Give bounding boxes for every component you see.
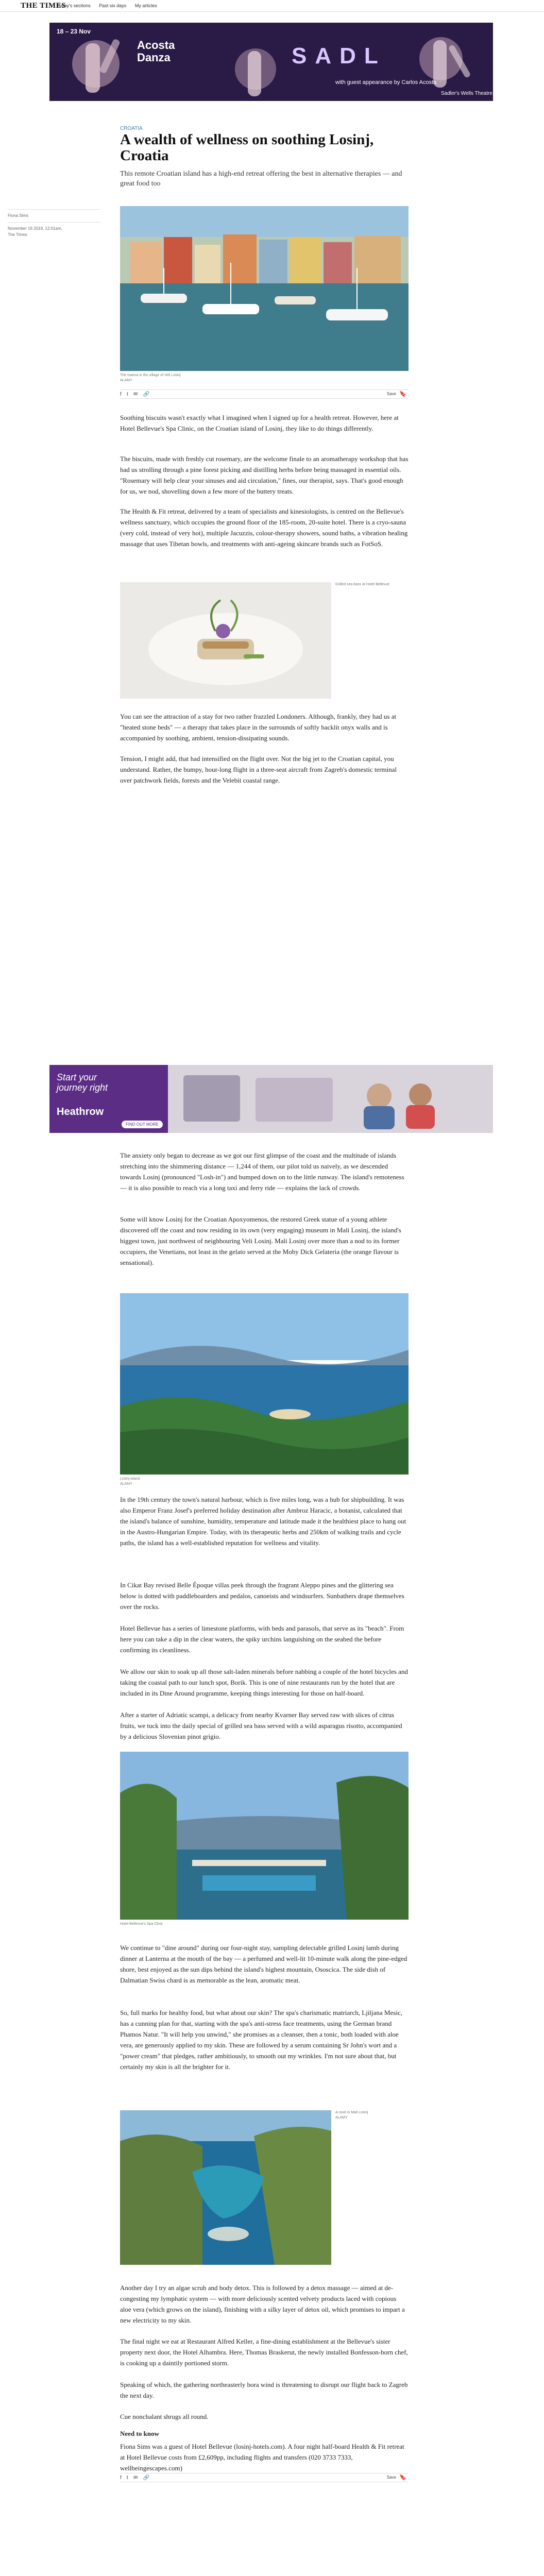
publication-name: The Times: [8, 232, 27, 237]
heathrow-advert-tagline: Start your journey right: [57, 1072, 108, 1093]
paragraph-14: So, full marks for healthy food, but what about our skin? The spa's charismatic matriarch, Ljiljana Mesic, has a cunning plan for that, starting with the spa's anti-stress face treatments, using the German brand Phamos Natur. "It will help you unwind," she promises as a cleanser, then a tonic, both loaded with aloe vera, are generously applied to my skin. These are followed by a serum containing Sr John's wort and a "power cream" that pledges, rather ambitiously, to smooth out my wrinkles. I'm not sure about that, but certainly my skin is all the brighter for it.: [120, 2009, 402, 2071]
advert-venue: Sadler's Wells Theatre: [441, 91, 492, 96]
nav-past-six-days[interactable]: Past six days: [99, 3, 127, 8]
nav-my-articles[interactable]: My articles: [134, 3, 157, 8]
advert-banner-heathrow[interactable]: [49, 1065, 493, 1133]
link-icon[interactable]: 🔗: [143, 392, 150, 397]
bookmark-icon[interactable]: 🔖: [399, 391, 406, 397]
inline-photo-sea-bass: [120, 582, 331, 699]
section-kicker[interactable]: CROATIA: [120, 126, 143, 131]
advert-banner-top[interactable]: [49, 23, 493, 101]
inline-photo-sea-bass-caption: Grilled sea bass at Hotel Bellevue: [335, 583, 390, 586]
hero-photo-marina: [120, 206, 409, 371]
paragraph-6: The anxiety only began to decrease as we got our first glimpse of the coast and the multitude of islands stretching into the shimmering distance — 1,244 of them, our pilot told us naively, as we descended towards Losinj (pronounced "Losh-in") and bumped down on to the little runway. The island's remoteness — it is also possible to reach via a long taxi and ferry ride — explains the lack of crowds.: [120, 1151, 404, 1192]
advert-dates: 18 – 23 Nov: [57, 28, 91, 35]
paragraph-4: You can see the attraction of a stay for two rather frazzled Londoners. Although, frankly, they had us at "heated stone beds" — a therapy that takes place in the surrounds of softly backlit onyx walls and is accompanied by soothing, ambient, tension-dissipating sounds.: [120, 713, 397, 742]
photo-spa-clinic: [120, 1752, 409, 1920]
heathrow-logo: Heathrow: [57, 1106, 104, 1117]
photo-spa-clinic-caption: Hotel Bellevue's Spa Clinic: [120, 1922, 163, 1926]
advert-subline: with guest appearance by Carlos Acosta: [335, 79, 437, 86]
email-icon[interactable]: ✉: [133, 2475, 138, 2481]
bookmark-icon[interactable]: 🔖: [399, 2475, 406, 2481]
link-icon[interactable]: 🔗: [143, 2475, 150, 2481]
paragraph-10: Hotel Bellevue has a series of limestone platforms, with beds and parasols, that serve as its "beach". From here you can take a dip in the clear waters, the spiky urchins languishing on the seabed the before confirming its cleanliness.: [120, 1624, 404, 1654]
times-logo[interactable]: THE TIMES: [21, 2, 66, 10]
publish-date: November 16 2019, 12:01am,: [8, 226, 62, 231]
save-button[interactable]: Save: [386, 2475, 396, 2480]
share-bar-top: [120, 389, 409, 399]
inline-photo-cove: [120, 2110, 331, 2265]
nav-todays-sections[interactable]: Today's sections: [57, 3, 91, 8]
paragraph-16: The final night we eat at Restaurant Alfred Keller, a fine-dining establishment at the Bellevue's sister property next door, the Hotel Alhambra. Here, Thomas Braskerut, the newly installed Bonfesson-born chef, is cooking up a daintily portioned storm.: [120, 2337, 408, 2367]
paragraph-3: The Health & Fit retreat, delivered by a team of specialists and kinesiologists, is centred on the Bellevue's wellness sanctuary, which occupies the ground floor of the 185-room, 20-suite hotel. There is a cryo-sauna (very cold, instead of very hot), multiple Jacuzzis, colour-therapy showers, sound baths, a vibration healing massage that uses Tibetan bowls, and treatments with anti-ageing skincare brands such as FotSoS.: [120, 507, 408, 548]
paragraph-18: Cue nonchalant shrugs all round.: [120, 2413, 209, 2420]
paragraph-7: Some will know Losinj for the Croatian Apoxyomenos, the restored Greek statue of a young athlete discovered off the coast and now residing in its own (very engaging) museum in Mali Losinj, the island's biggest town, just northwest of neighbouring Veli Losinj. Mali Losinj over more than a nod to its former occupiers, the Venetians, not least in the gelato served at the Moby Dick Gelateria (the orange flavour is sensational).: [120, 1215, 401, 1266]
paragraph-17: Speaking of which, the gathering northeasterly bora wind is threatening to disrupt our flight back to Zagreb the next day.: [120, 2381, 408, 2399]
twitter-icon[interactable]: t: [127, 392, 128, 397]
facebook-icon[interactable]: f: [120, 392, 122, 397]
facebook-icon[interactable]: f: [120, 2475, 122, 2481]
paragraph-11: We allow our skin to soak up all those salt-laden minerals before nabbing a couple of the hotel bicycles and taking the coastal path to our lunch spot, Borik. This is one of nine restaurants run by the hotel that are included in its Dine Around programme, keeping things interesting for those on half-board.: [120, 1668, 408, 1697]
save-button[interactable]: Save: [386, 392, 396, 396]
top-navigation-bar: [0, 0, 544, 12]
advert-background-art: [49, 23, 493, 101]
article-headline: A wealth of wellness on soothing Losinj, Croatia: [120, 131, 374, 164]
paragraph-1: Soothing biscuits wasn't exactly what I imagined when I signed up for a health retreat. However, here at Hotel Bellevue's Spa Clinic, on the Croatian island of Losinj, they like to do things differently.: [120, 414, 399, 432]
advert-letters: SADL: [292, 43, 386, 69]
author-name[interactable]: Fiona Sims: [8, 213, 29, 218]
article-byline: [8, 206, 100, 238]
article-standfirst: This remote Croatian island has a high-end retreat offering the best in alternative therapies — and great food too: [120, 170, 402, 188]
twitter-icon[interactable]: t: [127, 2475, 128, 2481]
paragraph-15: Another day I try an algae scrub and body detox. This is followed by a detox massage — aimed at de-congesting my lymphatic system — with more deliciously scented velvety products laced with copious aloe vera (which grows on the island), finishing with a silky layer of detox oil, which promises to impart a new electricity to my skin.: [120, 2284, 405, 2324]
need-to-know-heading: Need to know: [120, 2430, 159, 2437]
email-icon[interactable]: ✉: [133, 392, 138, 397]
paragraph-5: Tension, I might add, that had intensified on the flight over. Not the big jet to the Croatian capital, you understand. Rather, the bumpy, hour-long flight in a three-seat aircraft from Zagreb's domestic terminal over patchwork fields, forests and the Velebit coastal range.: [120, 755, 397, 784]
inline-photo-cove-caption: A cove in Mali Losinj ALAMY: [335, 2111, 368, 2120]
heathrow-advert-art: [49, 1065, 493, 1133]
photo-losinj-island: [120, 1293, 409, 1475]
share-bar-bottom: [120, 2473, 409, 2482]
hero-photo-caption: The marina in the village of Veli Losinj ALAMY: [120, 374, 181, 382]
paragraph-12: After a starter of Adriatic scampi, a delicacy from nearby Kvarner Bay served raw with slices of citrus fruits, we tuck into the daily special of grilled sea bass served with a wild asparagus risotto, accompanied by a delicious Slovenian pinot grigio.: [120, 1711, 402, 1740]
photo-losinj-island-caption: Losinj island ALAMY: [120, 1477, 140, 1486]
heathrow-cta-button[interactable]: FIND OUT MORE: [122, 1121, 163, 1128]
paragraph-13: We continue to "dine around" during our four-night stay, sampling delectable grilled Losinj lamb during dinner at Lanterna at the mouth of the bay — a perfumed and well-lit 10-minute walk along the pine-edged shore, best enjoyed as the sun dips behind the island's highest mountain, Ososcica. The side dish of Dalmatian Swiss chard is as memorable as the lean, aromatic meat.: [120, 1944, 407, 1984]
need-to-know-text: Fiona Sims was a guest of Hotel Bellevue (losinj-hotels.com). A four night half-board Health & Fit retreat at Hotel Bellevue costs from £2,609pp, including flights and transfers (020 3733 7333, wellbeingescapes.com): [120, 2443, 404, 2472]
paragraph-9: In Cikat Bay revised Belle Époque villas peek through the fragrant Aleppo pines and the glittering sea below is dotted with paddleboarders and pedalos, canoeists and windsurfers. Sunbathers drape themselves over the rocks.: [120, 1581, 404, 1611]
paragraph-8: In the 19th century the town's natural harbour, which is five miles long, was a hub for shipbuilding. It was also Emperor Franz Josef's preferred holiday destination after Ambroz Haracic, a botanist, calculated that the island's balance of sunshine, humidity, temperature and latitude made it the healthiest place to hang out in the Austro-Hungarian Empire. Today, with its therapeutic herbs and 250km of walking trails and cycle paths, the island has a well-established reputation for wellness and vitality.: [120, 1496, 406, 1547]
paragraph-2: The biscuits, made with freshly cut rosemary, are the welcome finale to an aromatherapy workshop that has had us strolling through a pine forest picking and distilling herbs before being massaged in essential oils. "Rosemary will help clear your sinuses and aid circulation," fines, our therapist, says. That's good enough for us, we nod, shovelling down a few more of the buttery treats.: [120, 455, 409, 495]
advert-title: Acosta Danza: [137, 39, 175, 64]
